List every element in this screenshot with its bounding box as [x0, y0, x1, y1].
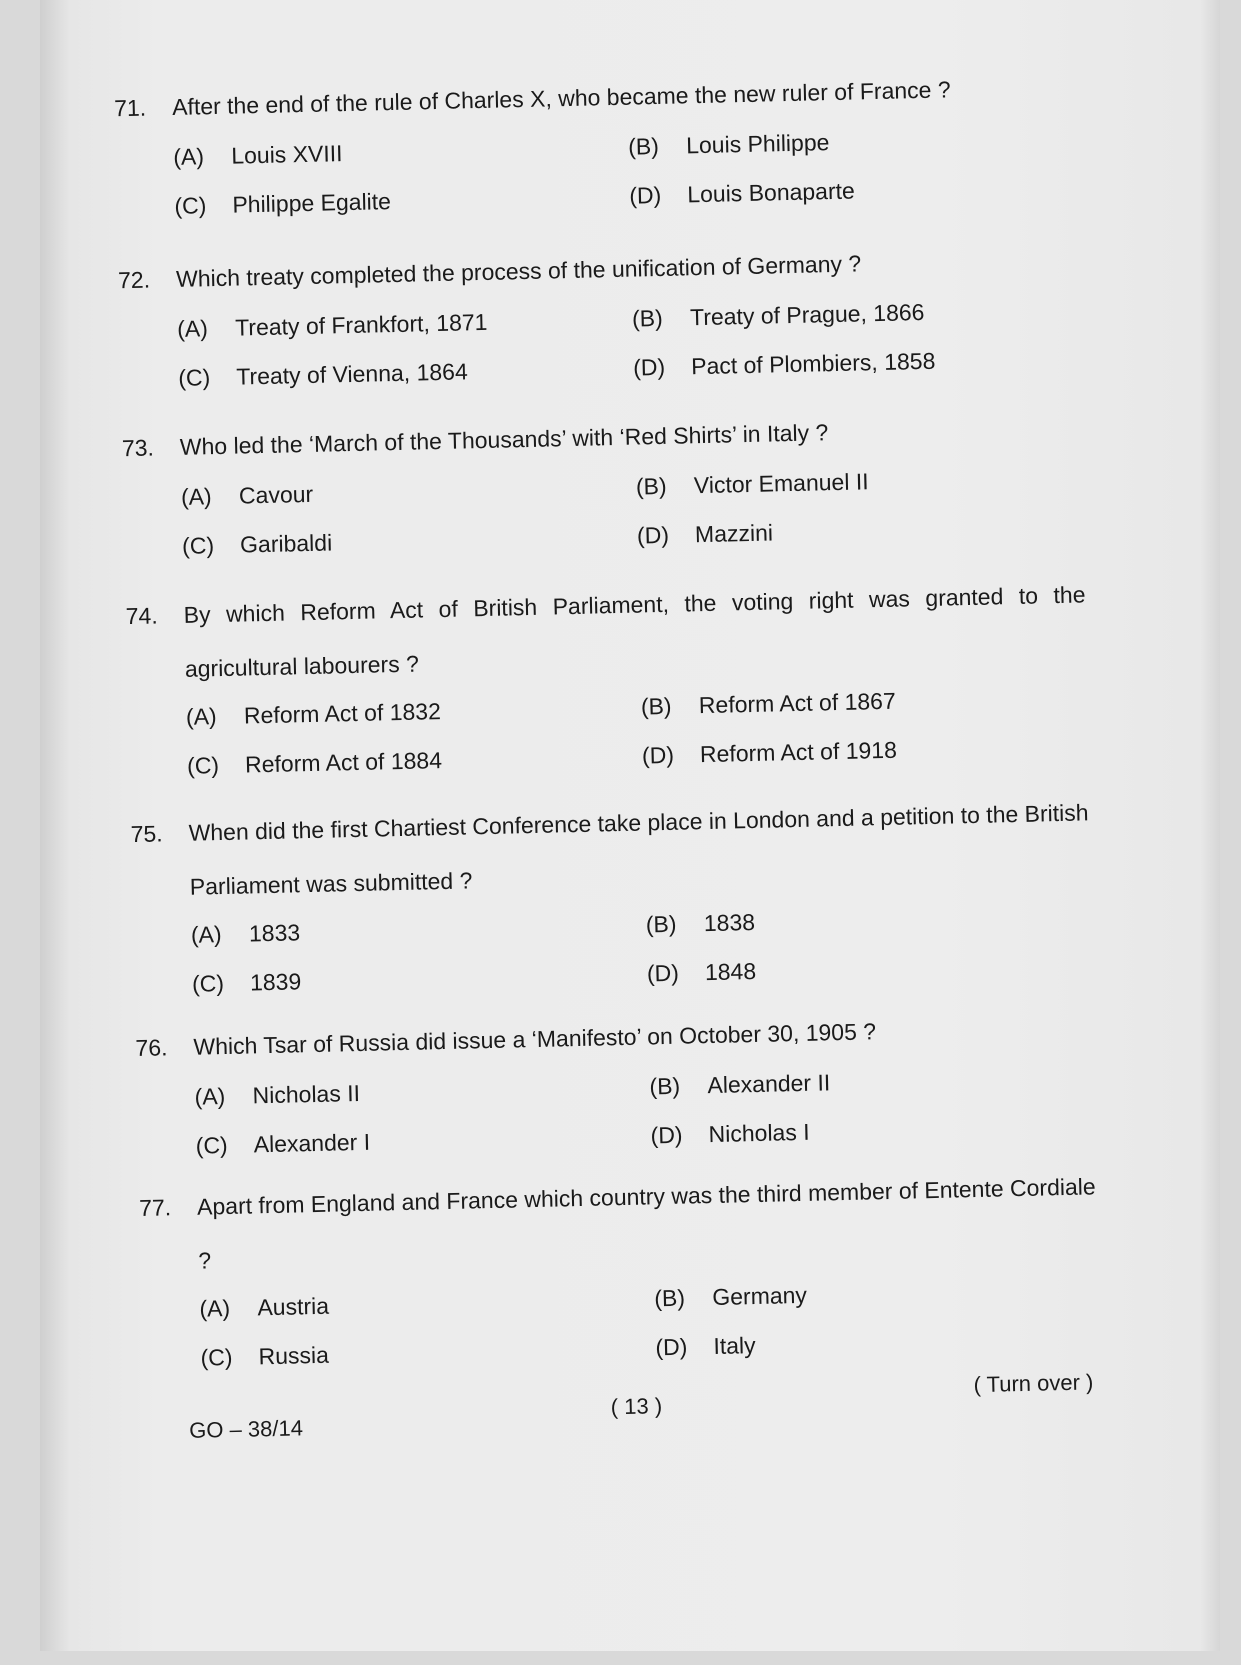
question-77 — [139, 1159, 1103, 1373]
question-text: After the end of the rule of Charles X, who became the new ruler of France ? — [171, 76, 951, 120]
question-text: Apart from England and France which country was the third member of Entente Cordiale ? — [196, 1173, 1096, 1274]
option-d: (D) Nicholas I — [650, 1118, 810, 1149]
question-74 — [125, 567, 1089, 781]
option-c: (C) Philippe Egalite — [174, 188, 392, 219]
turn-over-note: ( Turn over ) — [973, 1369, 1094, 1398]
question-number: 77. — [138, 1194, 172, 1222]
option-a: (A) Treaty of Frankfort, 1871 — [176, 308, 488, 342]
option-c: (C) Alexander I — [195, 1128, 371, 1159]
option-b: (B) Alexander II — [649, 1069, 831, 1100]
options — [194, 1063, 1097, 1159]
option-b: (B) Germany — [654, 1281, 808, 1312]
option-d: (D) Pact of Plombiers, 1858 — [632, 347, 936, 381]
question-number: 71. — [113, 94, 147, 122]
option-a: (A) Cavour — [180, 480, 314, 510]
option-b: (B) Louis Philippe — [627, 129, 830, 160]
options — [177, 295, 1080, 391]
question-number: 75. — [130, 820, 163, 848]
question-73 — [122, 411, 1085, 561]
question-text: Who led the ‘March of the Thousands’ with ‘Red Shirts’ in Italy ? — [179, 419, 829, 460]
option-b: (B) Victor Emanuel II — [635, 468, 869, 500]
option-c: (C) Reform Act of 1884 — [186, 747, 443, 779]
option-a: (A) 1833 — [190, 919, 301, 948]
option-c: (C) Garibaldi — [181, 529, 333, 559]
page-number: ( 13 ) — [610, 1393, 663, 1420]
page-footer — [188, 1369, 1094, 1443]
paper-code: GO – 38/14 — [188, 1415, 304, 1443]
option-d: (D) Mazzini — [636, 519, 774, 549]
options — [173, 124, 1076, 220]
question-number: 76. — [135, 1034, 168, 1062]
question-text: When did the first Chartiest Conference take place in London and a petition to the British Parliament was submitted ? — [188, 799, 1089, 900]
option-c: (C) Treaty of Vienna, 1864 — [178, 358, 468, 391]
option-d: (D) 1848 — [646, 957, 757, 987]
option-b: (B) 1838 — [645, 908, 756, 938]
options — [181, 463, 1084, 559]
question-71 — [114, 72, 1077, 222]
option-a: (A) Austria — [199, 1292, 330, 1322]
options — [191, 901, 1094, 997]
option-b: (B) Treaty of Prague, 1866 — [631, 298, 925, 332]
option-b: (B) Reform Act of 1867 — [640, 687, 897, 720]
question-number: 73. — [121, 434, 155, 462]
question-72 — [118, 243, 1081, 393]
option-d: (D) Reform Act of 1918 — [641, 736, 898, 769]
option-a: (A) Louis XVIII — [173, 140, 343, 170]
option-c: (C) 1839 — [191, 968, 302, 997]
question-76 — [135, 1011, 1098, 1161]
option-d: (D) Italy — [655, 1332, 756, 1361]
question-text: By which Reform Act of British Parliament, the voting right was granted to the agricultural labourers ? — [183, 581, 1086, 682]
option-d: (D) Louis Bonaparte — [628, 177, 856, 209]
question-75 — [130, 785, 1094, 999]
question-number: 74. — [125, 602, 158, 630]
option-a: (A) Nicholas II — [194, 1079, 361, 1110]
option-a: (A) Reform Act of 1832 — [185, 698, 442, 730]
options — [186, 683, 1089, 779]
options — [199, 1275, 1102, 1371]
question-text: Which Tsar of Russia did issue a ‘Manifesto’ on October 30, 1905 ? — [193, 1018, 877, 1060]
question-number: 72. — [117, 266, 151, 294]
question-text: Which treaty completed the process of the unification of Germany ? — [175, 250, 862, 292]
option-c: (C) Russia — [200, 1341, 330, 1371]
